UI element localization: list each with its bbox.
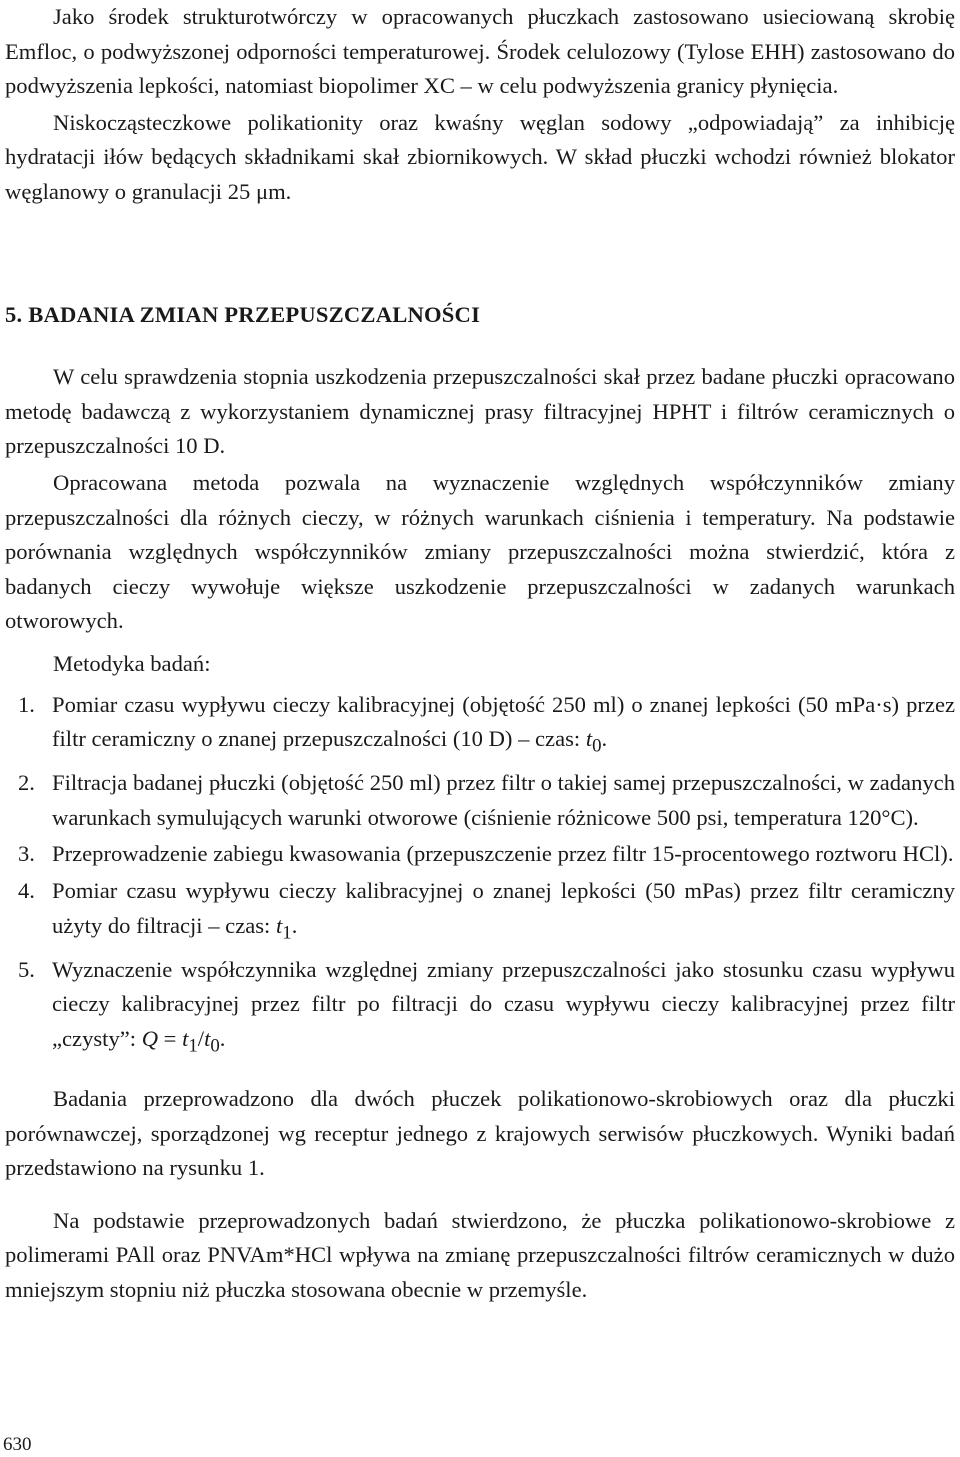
- page-number: 630: [3, 1434, 32, 1455]
- method-list-lead: Metodyka badań:: [53, 650, 211, 676]
- intro-paragraph-2: Niskocząsteczkowe polikationity oraz kwaśny węglan sodowy „odpowiadają” za inhibicję hydratacji iłów będących składnikami skał zbiornikowych. W skład płuczki wchodzi również blokator węglanowy o granulacji 25 μm.: [5, 109, 955, 204]
- list-item: [5, 874, 955, 951]
- intro-paragraph-1: Jako środek strukturotwórczy w opracowanych płuczkach zastosowano usieciowaną skrobię Emfloc, o podwyższonej odporności temperaturowej. Środek celulozowy (Tylose EHH) zastosowano do podwyższenia lepkości, natomiast biopolimer XC – w celu podwyższenia granicy płynięcia.: [5, 4, 955, 99]
- method-steps-list: [5, 688, 955, 1064]
- list-item-number: 1.: [18, 691, 35, 717]
- section-paragraph-1: W celu sprawdzenia stopnia uszkodzenia przepuszczalności skał przez badane płuczki opracowano metodę badawczą z wykorzystaniem dynamicznej prasy filtracyjnej HPHT i filtrów ceramicznych o przepuszczalności 10 D.: [5, 364, 955, 459]
- section-heading: 5. BADANIA ZMIAN PRZEPUSZCZALNOŚCI: [5, 301, 481, 327]
- section-paragraph-2: Opracowana metoda pozwala na wyznaczenie względnych współczynników zmiany przepuszczalności dla różnych cieczy, w różnych warunkach ciśnienia i temperatury. Na podstawie porównania względnych współczynników zmiany przepuszczalności można stwierdzić, która z badanych cieczy wywołuje większe uszkodzenie przepuszczalności w zadanych warunkach otworowych.: [5, 469, 955, 634]
- list-item-number: 5.: [18, 956, 35, 982]
- list-item-text: Pomiar czasu wypływu cieczy kalibracyjnej (objętość 250 ml) o znanej lepkości (50 mPa·s) przez filtr ceramiczny o znanej przepuszczalności (10 D) – czas: $t_0$.: [52, 691, 955, 757]
- document-page: [5, 0, 955, 1308]
- list-item-text: Wyznaczenie współczynnika względnej zmiany przepuszczalności jako stosunku czasu wypływu cieczy kalibracyjnej przez filtr po filtracji do czasu wypływu cieczy kalibracyjnej przez filtr „czysty”: $Q = t_1/t_0$.: [52, 956, 955, 1057]
- list-item: [5, 766, 955, 835]
- section-paragraph-3: Badania przeprowadzono dla dwóch płuczek polikationowo-skrobiowych oraz dla płuczki porównawczej, sporządzonej wg receptur jednego z krajowych serwisów płuczkowych. Wyniki badań przedstawiono na rysunku 1.: [5, 1085, 955, 1181]
- list-item-number: 2.: [18, 770, 35, 796]
- list-item-text: Filtracja badanej płuczki (objętość 250 ml) przez filtr o takiej samej przepuszczalności, w zadanych warunkach symulujących warunki otworowe (ciśnienie różnicowe 500 psi, temperatura 120°C).: [52, 770, 955, 830]
- list-item: [5, 953, 955, 1064]
- list-item-text: Przeprowadzenie zabiegu kwasowania (przepuszczenie przez filtr 15-procentowego roztworu HCl).: [52, 841, 954, 867]
- list-item-text: Pomiar czasu wypływu cieczy kalibracyjnej o znanej lepkości (50 mPas) przez filtr ceramiczny użyty do filtracji – czas: $t_1$.: [52, 877, 955, 944]
- list-item-number: 3.: [18, 841, 35, 867]
- list-item-number: 4.: [18, 877, 35, 903]
- list-item: [5, 688, 955, 765]
- section-paragraph-4: Na podstawie przeprowadzonych badań stwierdzono, że płuczka polikationowo-skrobiowe z polimerami PAll oraz PNVAm*HCl wpływa na zmianę przepuszczalności filtrów ceramicznych w dużo mniejszym stopniu niż płuczka stosowana obecnie w przemyśle.: [5, 1207, 955, 1302]
- list-item: [5, 837, 955, 872]
